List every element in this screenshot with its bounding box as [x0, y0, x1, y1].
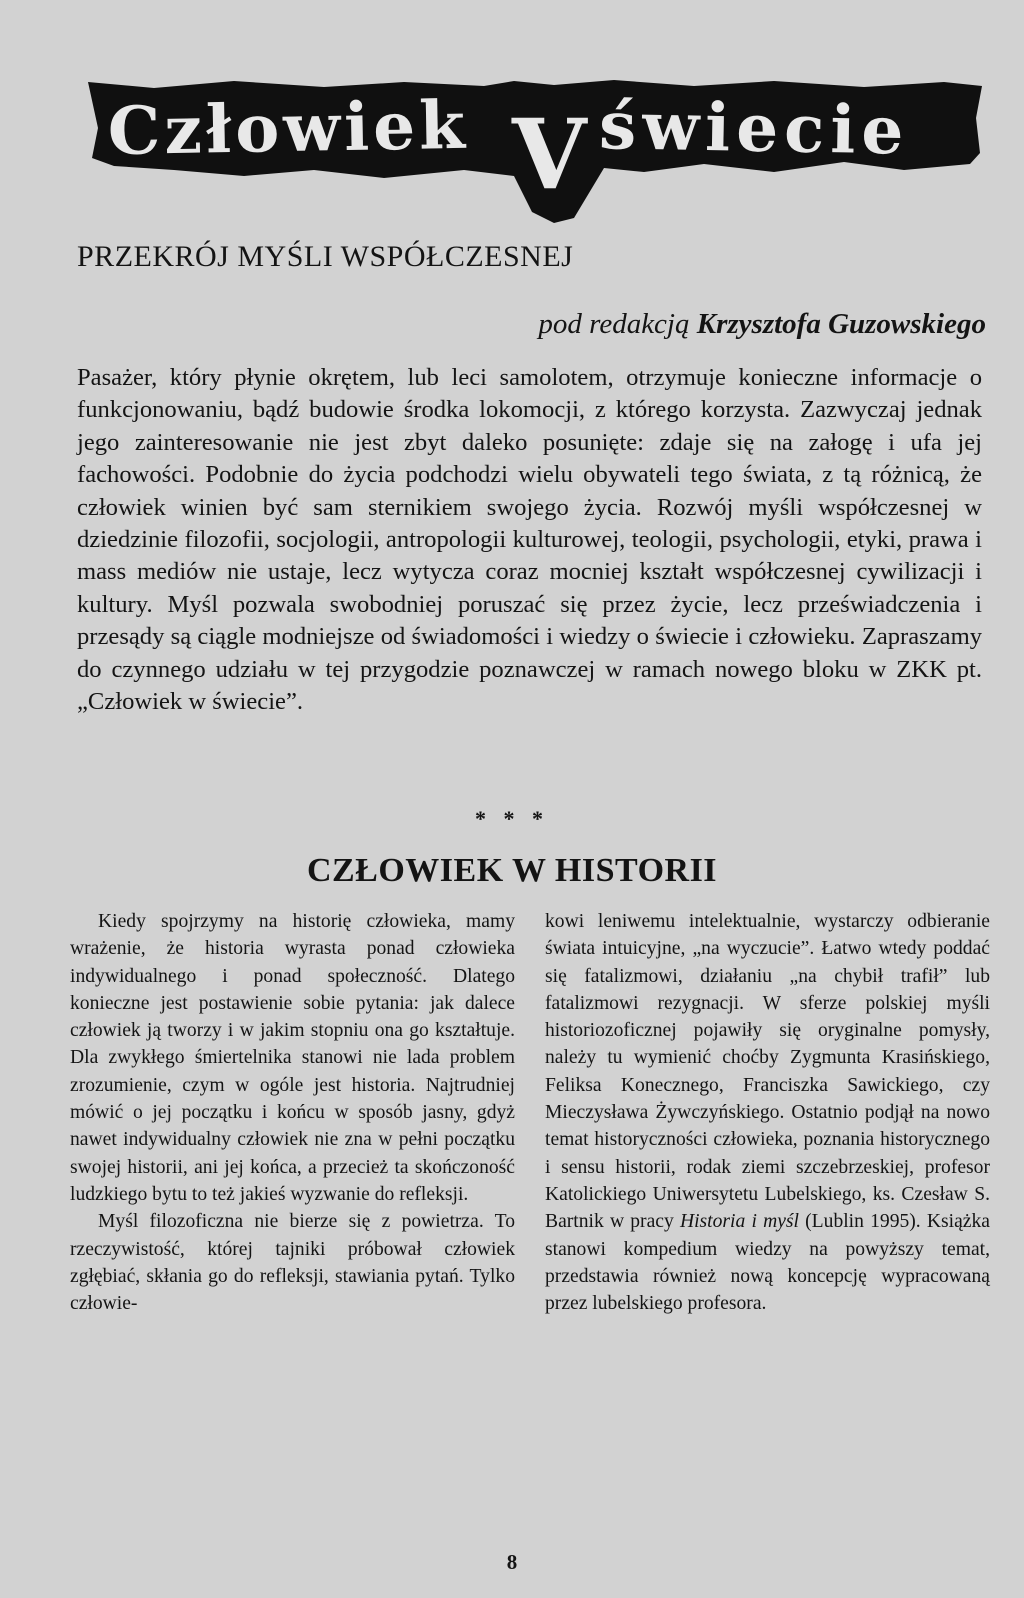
page-number: 8	[506, 1550, 518, 1574]
intro-paragraph: Pasażer, który płynie okrętem, lub leci samolotem, otrzymuje konieczne informacje o funkcjonowaniu, bądź budowie środka lokomocji, z którego korzysta. Zazwyczaj jednak jego zainteresowanie nie jest zbyt daleko posunięte: zdaje się na załogę i ufa jej fachowości. Podobnie do życia podchodzi wielu obywateli tego świata, z tą różnicą, że człowiek winien być sam sternikiem swojego życia. Rozwój myśli współczesnej w dziedzinie filozofii, socjologii, antropologii kulturowej, teologii, psychologii, etyki, prawa i mass mediów nie ustaje, lecz wytycza coraz mocniej kształt współczesnej cywilizacji i kultury. Myśl pozwala swobodniej poruszać się przez życie, lecz przeświadczenia i przesądy są ciągle modniejsze od świadomości i wiedzy o świecie i człowieku. Zapraszamy do czynnego udziału w tej przygodzie poznawczej w ramach nowego bloku w ZKK pt. „Człowiek w świecie”.	[77, 364, 982, 716]
article-title: CZŁOWIEK W HISTORII	[306, 852, 718, 889]
banner-left-text: Człowiek	[107, 85, 470, 171]
banner-right-text: świecie	[598, 86, 911, 170]
banner-graphic	[84, 78, 984, 228]
editor-credit	[538, 308, 986, 341]
section-title: PRZEKRÓJ MYŚLI WSPÓŁCZESNEJ	[77, 240, 574, 273]
banner-logo	[84, 78, 984, 228]
article-text: (Lublin 1995). Książka stanowi kompedium wiedzy na powyższy temat, przedstawia również nową koncepcję wypracowaną przez lubelskiego profesora.	[545, 1211, 990, 1315]
banner-separator: V	[512, 98, 587, 211]
article-column-left	[70, 908, 515, 1317]
article-text: kowi leniwemu intelektualnie, wystarczy odbieranie świata intuicyjne, „na wyczucie”. Łatwo wtedy poddać się fatalizmowi, działaniu „na chybił trafił” lub fatalizmowi rezygnacji. W sferze polskiej myśli historiozoficznej pojawiły się oryginalne pomysły, należy tu wymienić choćby Zygmunta Krasińskiego, Feliksa Konecznego, Franciszka Sawickiego, czy Mieczysława Żywczyńskiego. Ostatnio podjął na nowo temat historyczności człowieka, poznania historycznego i sensu historii, rodak ziemi szczebrzeskiej, profesor Katolickiego Uniwersytetu Lubelskiego, ks. Czesław S. Bartnik w pracy	[545, 911, 990, 1233]
editor-name: Krzysztofa Guzowskiego	[696, 308, 986, 340]
section-separator: * * *	[475, 806, 549, 831]
editor-prefix: pod redakcją	[538, 308, 690, 340]
article-paragraph-continued	[545, 908, 990, 1317]
article-column-right	[545, 908, 990, 1317]
article-paragraph: Myśl filozoficzna nie bierze się z powietrza. To rzeczywistość, której tajniki próbował człowiek zgłębiać, skłania go do refleksji, stawiania pytań. Tylko człowie-	[70, 1211, 515, 1315]
article-paragraph: Kiedy spojrzymy na historię człowieka, mamy wrażenie, że historia wyrasta ponad człowieka indywidualnego i ponad społeczność. Dlatego konieczne jest postawienie sobie pytania: jak dalece człowiek ją tworzy i w jakim stopniu ona go kształtuje. Dla zwykłego śmiertelnika stanowi nie lada problem zrozumienie, czym w ogóle jest historia. Najtrudniej mówić o jej początku i końcu w sposób jasny, gdyż nawet indywidualny człowiek nie zna w pełni początku swojej historii, ani jej końca, a przecież ta skończoność ludzkiego bytu to też jakieś wyzwanie do refleksji.	[70, 911, 515, 1205]
book-title: Historia i myśl	[679, 1211, 799, 1233]
